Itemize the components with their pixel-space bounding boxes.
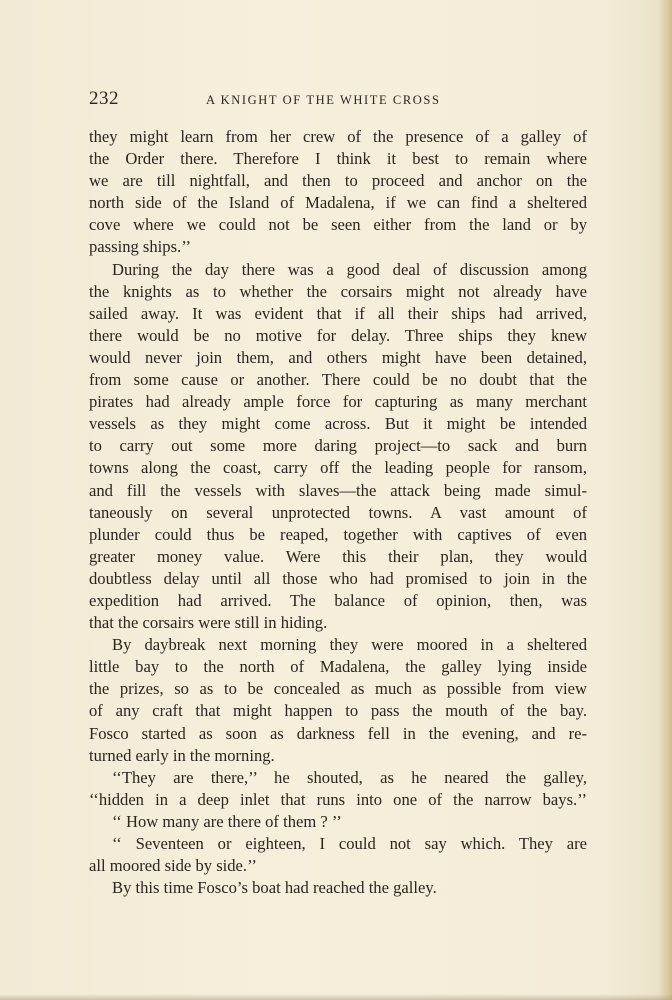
text-line: Fosco started as soon as darkness fell in the evening, and re- [89, 723, 587, 743]
text-line: there would be no motive for delay. Three ships they knew [89, 325, 587, 345]
page-bottom-shadow [0, 994, 672, 1000]
text-line: greater money value. Were this their plan, they would [89, 546, 587, 566]
text-line: the knights as to whether the corsairs might not already have [89, 281, 587, 301]
text-line: ‘‘ How many are there of them ? ’’ [112, 811, 342, 831]
page-number: 232 [89, 88, 119, 109]
text-line: doubtless delay until all those who had promised to join in the [89, 568, 587, 588]
text-line: the prizes, so as to be concealed as much as possible from view [89, 679, 587, 699]
text-line: ‘‘They are there,’’ he shouted, as he neared the galley, [112, 767, 587, 787]
text-line: plunder could thus be reaped, together with captives of even [89, 524, 587, 544]
text-line: sailed away. It was evident that if all their ships had arrived, [89, 303, 587, 323]
text-line: ‘‘hidden in a deep inlet that runs into one of the narrow bays.’’ [89, 789, 587, 809]
text-line: By daybreak next morning they were moored in a sheltered [112, 635, 587, 655]
text-line: would never join them, and others might have been detained, [89, 347, 587, 367]
text-line: expedition had arrived. The balance of opinion, then, was [89, 590, 587, 610]
text-line: During the day there was a good deal of discussion among [112, 259, 587, 279]
text-line: vessels as they might come across. But it might be intended [89, 414, 587, 434]
text-line: they might learn from her crew of the presence of a galley of [89, 127, 587, 146]
text-line: ‘‘ Seventeen or eighteen, I could not say which. They are [112, 834, 587, 853]
text-line: pirates had already ample force for capturing as many merchant [89, 392, 587, 412]
text-line: cove where we could not be seen either from the land or by [89, 215, 587, 235]
page-edge-shadow [658, 0, 672, 1000]
text-line: all moored side by side.’’ [89, 856, 257, 876]
text-line: we are till nightfall, and then to proceed and anchor on the [89, 171, 587, 191]
text-line: from some cause or another. There could be no doubt that the [89, 370, 587, 390]
text-line: the Order there. Therefore I think it best to remain where [89, 149, 587, 169]
text-line: of any craft that might happen to pass the mouth of the bay. [89, 701, 587, 721]
text-line: little bay to the north of Madalena, the galley lying inside [89, 657, 587, 677]
page-header [89, 88, 587, 112]
body-text [89, 126, 587, 899]
text-line: that the corsairs were still in hiding. [89, 613, 328, 633]
running-title: A KNIGHT OF THE WHITE CROSS [206, 93, 441, 107]
text-line: turned early in the morning. [89, 745, 275, 765]
text-line: and fill the vessels with slaves—the attack being made simul- [89, 480, 587, 500]
text-line: towns along the coast, carry off the leading people for ransom, [89, 458, 587, 478]
text-line: By this time Fosco’s boat had reached the galley. [112, 878, 437, 898]
text-line: passing ships.’’ [89, 237, 192, 257]
text-line: north side of the Island of Madalena, if we can find a sheltered [89, 193, 587, 213]
text-line: taneously on several unprotected towns. A vast amount of [89, 502, 587, 522]
text-line: to carry out some more daring project—to sack and burn [89, 436, 587, 456]
